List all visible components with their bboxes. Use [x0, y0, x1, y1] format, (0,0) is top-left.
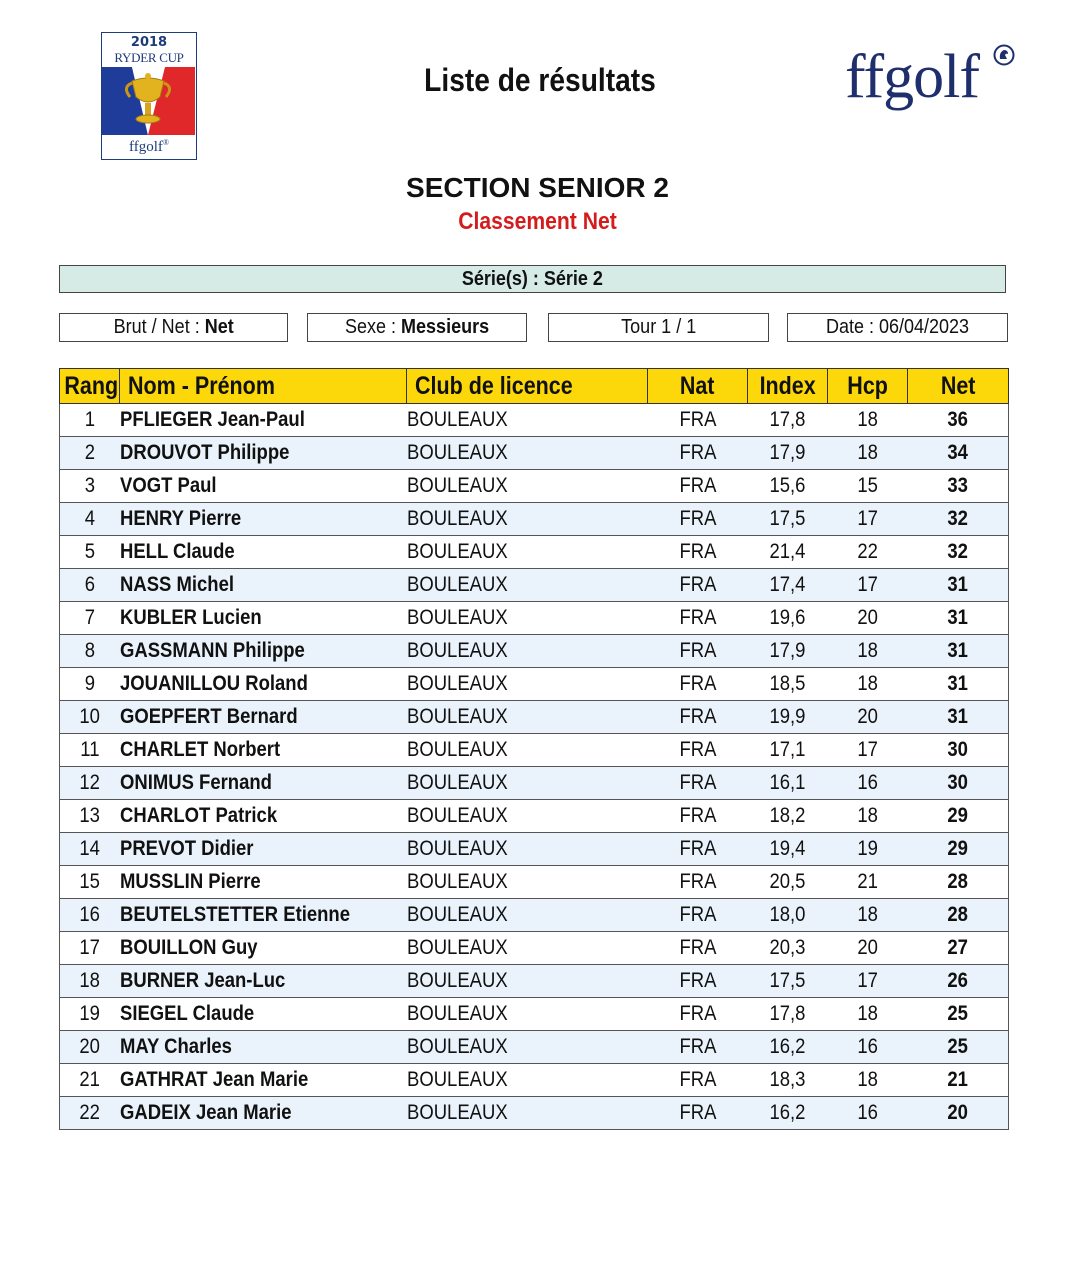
- cell-index: 17,5: [748, 503, 828, 536]
- cell-nat: FRA: [648, 998, 748, 1031]
- cell-rang: 11: [60, 734, 120, 767]
- results-body: [60, 404, 1009, 1130]
- cell-nat: FRA: [648, 932, 748, 965]
- cell-nom: GADEIX Jean Marie: [120, 1097, 407, 1130]
- cell-hcp: 17: [828, 965, 908, 998]
- ffgolf-logo-text: ffgolf: [845, 43, 980, 111]
- cell-nom: GATHRAT Jean Marie: [120, 1064, 407, 1097]
- cell-index: 18,5: [748, 668, 828, 701]
- cell-index: 18,0: [748, 899, 828, 932]
- cell-rang: 12: [60, 767, 120, 800]
- cell-nat: FRA: [648, 470, 748, 503]
- cell-index: 18,3: [748, 1064, 828, 1097]
- results-table: [59, 368, 1009, 1130]
- cell-rang: 6: [60, 569, 120, 602]
- cell-index: 16,2: [748, 1031, 828, 1064]
- cell-nom: GASSMANN Philippe: [120, 635, 407, 668]
- table-row: [60, 932, 1009, 965]
- table-row: [60, 701, 1009, 734]
- page-title: Liste de résultats: [424, 62, 656, 98]
- cell-rang: 4: [60, 503, 120, 536]
- cell-rang: 2: [60, 437, 120, 470]
- cell-index: 19,4: [748, 833, 828, 866]
- cell-net: 31: [908, 668, 1009, 701]
- cell-club: BOULEAUX: [407, 800, 648, 833]
- cell-club: BOULEAUX: [407, 1097, 648, 1130]
- cell-nat: FRA: [648, 602, 748, 635]
- cell-nat: FRA: [648, 668, 748, 701]
- cell-rang: 17: [60, 932, 120, 965]
- cell-club: BOULEAUX: [407, 899, 648, 932]
- trophy-icon: [102, 67, 195, 135]
- cell-club: BOULEAUX: [407, 1031, 648, 1064]
- cell-rang: 18: [60, 965, 120, 998]
- table-row: [60, 635, 1009, 668]
- cell-club: BOULEAUX: [407, 1064, 648, 1097]
- cell-nat: FRA: [648, 701, 748, 734]
- cell-hcp: 17: [828, 734, 908, 767]
- serie-label: Série(s) : Série 2: [461, 268, 604, 290]
- cell-rang: 14: [60, 833, 120, 866]
- cell-index: 16,1: [748, 767, 828, 800]
- table-row: [60, 404, 1009, 437]
- cell-nom: NASS Michel: [120, 569, 407, 602]
- cell-nom: VOGT Paul: [120, 470, 407, 503]
- cell-hcp: 16: [828, 1097, 908, 1130]
- cell-club: BOULEAUX: [407, 437, 648, 470]
- cell-nat: FRA: [648, 800, 748, 833]
- cell-nom: SIEGEL Claude: [120, 998, 407, 1031]
- cell-nat: FRA: [648, 404, 748, 437]
- cell-hcp: 18: [828, 437, 908, 470]
- ryder-cup-logo: [101, 32, 197, 160]
- table-row: [60, 866, 1009, 899]
- cell-club: BOULEAUX: [407, 635, 648, 668]
- table-row: [60, 602, 1009, 635]
- header-hcp: Hcp: [828, 369, 908, 404]
- cell-index: 19,9: [748, 701, 828, 734]
- cell-club: BOULEAUX: [407, 866, 648, 899]
- cell-nat: FRA: [648, 635, 748, 668]
- cell-index: 19,6: [748, 602, 828, 635]
- cell-hcp: 20: [828, 602, 908, 635]
- cell-hcp: 21: [828, 866, 908, 899]
- cell-club: BOULEAUX: [407, 569, 648, 602]
- table-row: [60, 536, 1009, 569]
- cell-hcp: 18: [828, 404, 908, 437]
- cell-index: 17,5: [748, 965, 828, 998]
- cell-net: 30: [908, 767, 1009, 800]
- cell-nom: KUBLER Lucien: [120, 602, 407, 635]
- cell-net: 25: [908, 1031, 1009, 1064]
- cell-hcp: 18: [828, 668, 908, 701]
- cell-club: BOULEAUX: [407, 602, 648, 635]
- cell-club: BOULEAUX: [407, 932, 648, 965]
- cell-rang: 9: [60, 668, 120, 701]
- cell-nom: MUSSLIN Pierre: [120, 866, 407, 899]
- brut-net-box: [59, 313, 288, 342]
- cell-nat: FRA: [648, 1031, 748, 1064]
- cell-rang: 22: [60, 1097, 120, 1130]
- ryder-cup-year: 2018: [130, 35, 168, 50]
- cell-hcp: 16: [828, 767, 908, 800]
- cell-hcp: 18: [828, 899, 908, 932]
- cell-rang: 10: [60, 701, 120, 734]
- cell-nat: FRA: [648, 899, 748, 932]
- cell-hcp: 17: [828, 503, 908, 536]
- cell-nat: FRA: [648, 437, 748, 470]
- cell-index: 17,9: [748, 437, 828, 470]
- cell-club: BOULEAUX: [407, 503, 648, 536]
- table-row: [60, 899, 1009, 932]
- cell-nom: BEUTELSTETTER Etienne: [120, 899, 407, 932]
- cell-net: 36: [908, 404, 1009, 437]
- table-row: [60, 569, 1009, 602]
- date-value: Date : 06/04/2023: [825, 316, 970, 338]
- cell-rang: 19: [60, 998, 120, 1031]
- cell-club: BOULEAUX: [407, 734, 648, 767]
- section-subtitle: Classement Net: [458, 208, 617, 235]
- sexe-value: Messieurs: [400, 316, 490, 338]
- cell-nat: FRA: [648, 965, 748, 998]
- cell-rang: 7: [60, 602, 120, 635]
- cell-club: BOULEAUX: [407, 404, 648, 437]
- table-row: [60, 1064, 1009, 1097]
- cell-hcp: 18: [828, 800, 908, 833]
- header-club: Club de licence: [407, 369, 648, 404]
- table-row: [60, 668, 1009, 701]
- cell-club: BOULEAUX: [407, 998, 648, 1031]
- cell-nom: MAY Charles: [120, 1031, 407, 1064]
- cell-net: 31: [908, 602, 1009, 635]
- table-row: [60, 503, 1009, 536]
- cell-nom: HELL Claude: [120, 536, 407, 569]
- cell-nom: ONIMUS Fernand: [120, 767, 407, 800]
- cell-index: 16,2: [748, 1097, 828, 1130]
- cell-net: 32: [908, 503, 1009, 536]
- cell-index: 17,4: [748, 569, 828, 602]
- cell-rang: 13: [60, 800, 120, 833]
- ryder-cup-brand: ffgolf®: [129, 138, 169, 155]
- cell-hcp: 20: [828, 932, 908, 965]
- sexe-box: [307, 313, 527, 342]
- cell-nat: FRA: [648, 1064, 748, 1097]
- cell-hcp: 22: [828, 536, 908, 569]
- cell-hcp: 19: [828, 833, 908, 866]
- table-row: [60, 965, 1009, 998]
- cell-index: 15,6: [748, 470, 828, 503]
- cell-nat: FRA: [648, 833, 748, 866]
- cell-nat: FRA: [648, 1097, 748, 1130]
- cell-index: 17,8: [748, 404, 828, 437]
- table-row: [60, 734, 1009, 767]
- cell-rang: 16: [60, 899, 120, 932]
- cell-nat: FRA: [648, 503, 748, 536]
- cell-nom: CHARLOT Patrick: [120, 800, 407, 833]
- cell-net: 29: [908, 800, 1009, 833]
- cell-nat: FRA: [648, 734, 748, 767]
- cell-rang: 1: [60, 404, 120, 437]
- cell-net: 29: [908, 833, 1009, 866]
- cell-net: 34: [908, 437, 1009, 470]
- cell-index: 17,8: [748, 998, 828, 1031]
- cell-index: 20,5: [748, 866, 828, 899]
- cell-nom: PFLIEGER Jean-Paul: [120, 404, 407, 437]
- table-row: [60, 833, 1009, 866]
- cell-nat: FRA: [648, 767, 748, 800]
- table-row: [60, 1031, 1009, 1064]
- cell-nom: DROUVOT Philippe: [120, 437, 407, 470]
- cell-nat: FRA: [648, 569, 748, 602]
- cell-rang: 21: [60, 1064, 120, 1097]
- cell-nom: JOUANILLOU Roland: [120, 668, 407, 701]
- ffgolf-logo: [845, 38, 1025, 128]
- cell-club: BOULEAUX: [407, 668, 648, 701]
- brut-net-value: Net: [204, 316, 234, 338]
- cell-rang: 15: [60, 866, 120, 899]
- cell-club: BOULEAUX: [407, 965, 648, 998]
- header-index: Index: [748, 369, 828, 404]
- cell-hcp: 20: [828, 701, 908, 734]
- cell-rang: 5: [60, 536, 120, 569]
- header-rang: Rang: [60, 369, 120, 404]
- cell-club: BOULEAUX: [407, 536, 648, 569]
- cell-rang: 8: [60, 635, 120, 668]
- cell-club: BOULEAUX: [407, 767, 648, 800]
- cell-club: BOULEAUX: [407, 701, 648, 734]
- table-row: [60, 470, 1009, 503]
- ryder-cup-name: RYDER CUP: [114, 50, 184, 65]
- table-row: [60, 800, 1009, 833]
- cell-index: 17,1: [748, 734, 828, 767]
- cell-index: 20,3: [748, 932, 828, 965]
- cell-net: 32: [908, 536, 1009, 569]
- table-header-row: [60, 369, 1009, 404]
- cell-nat: FRA: [648, 536, 748, 569]
- cell-index: 21,4: [748, 536, 828, 569]
- cell-net: 31: [908, 635, 1009, 668]
- tour-value: Tour 1 / 1: [620, 316, 697, 338]
- cell-hcp: 18: [828, 635, 908, 668]
- tour-box: [548, 313, 769, 342]
- cell-net: 31: [908, 701, 1009, 734]
- cell-net: 25: [908, 998, 1009, 1031]
- cell-net: 28: [908, 866, 1009, 899]
- cell-club: BOULEAUX: [407, 833, 648, 866]
- cell-nom: HENRY Pierre: [120, 503, 407, 536]
- cell-net: 20: [908, 1097, 1009, 1130]
- cell-hcp: 17: [828, 569, 908, 602]
- cell-net: 21: [908, 1064, 1009, 1097]
- serie-bar: [59, 265, 1006, 293]
- table-row: [60, 998, 1009, 1031]
- cell-hcp: 18: [828, 998, 908, 1031]
- cell-rang: 20: [60, 1031, 120, 1064]
- date-box: [787, 313, 1008, 342]
- table-row: [60, 437, 1009, 470]
- section-title: SECTION SENIOR 2: [406, 172, 669, 203]
- sexe-label: Sexe :: [344, 316, 396, 338]
- cell-club: BOULEAUX: [407, 470, 648, 503]
- cell-hcp: 15: [828, 470, 908, 503]
- brut-net-label: Brut / Net :: [113, 316, 200, 338]
- cell-net: 33: [908, 470, 1009, 503]
- cell-nom: PREVOT Didier: [120, 833, 407, 866]
- header-nom: Nom - Prénom: [120, 369, 407, 404]
- cell-net: 28: [908, 899, 1009, 932]
- cell-nat: FRA: [648, 866, 748, 899]
- cell-index: 17,9: [748, 635, 828, 668]
- cell-rang: 3: [60, 470, 120, 503]
- cell-nom: CHARLET Norbert: [120, 734, 407, 767]
- rooster-icon: [993, 44, 1015, 66]
- cell-nom: BOUILLON Guy: [120, 932, 407, 965]
- table-row: [60, 1097, 1009, 1130]
- cell-net: 27: [908, 932, 1009, 965]
- cell-nom: BURNER Jean-Luc: [120, 965, 407, 998]
- cell-net: 31: [908, 569, 1009, 602]
- header-net: Net: [908, 369, 1009, 404]
- cell-nom: GOEPFERT Bernard: [120, 701, 407, 734]
- cell-index: 18,2: [748, 800, 828, 833]
- table-row: [60, 767, 1009, 800]
- cell-hcp: 18: [828, 1064, 908, 1097]
- cell-net: 30: [908, 734, 1009, 767]
- cell-net: 26: [908, 965, 1009, 998]
- cell-hcp: 16: [828, 1031, 908, 1064]
- header-nat: Nat: [648, 369, 748, 404]
